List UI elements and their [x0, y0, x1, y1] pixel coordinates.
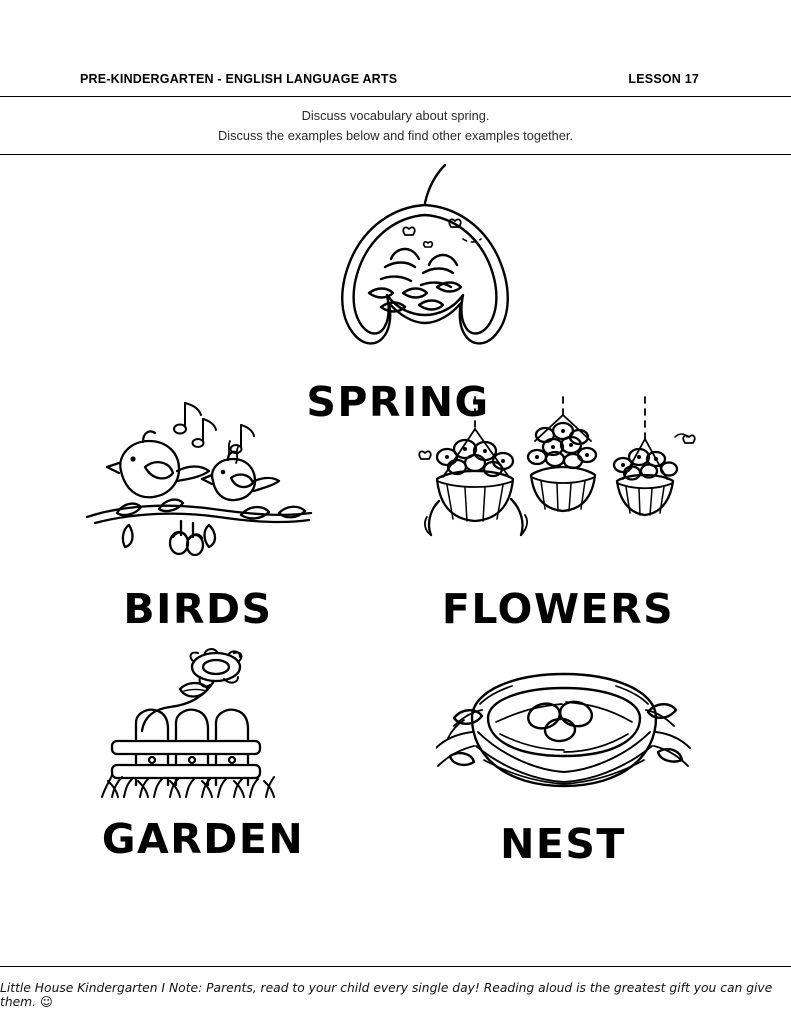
- instruction-line-1: Discuss vocabulary about spring.: [301, 108, 490, 123]
- footer-note: Little House Kindergarten I Note: Parents, read to your child every single day! Reading aloud is the greatest gift you can give them. ☺: [0, 981, 773, 1009]
- vocabulary-word-garden: GARDEN: [101, 814, 305, 863]
- vocabulary-item-nest: [418, 660, 708, 868]
- vocabulary-item-birds: [58, 385, 338, 633]
- three-hanging-flower-baskets-illustration: [413, 395, 703, 585]
- vocabulary-word-spring: SPRING: [306, 377, 490, 426]
- two-singing-birds-on-branch-illustration: [73, 385, 323, 585]
- course-title: PRE-KINDERGARTEN - ENGLISH LANGUAGE ARTS: [80, 72, 398, 86]
- vocabulary-word-flowers: FLOWERS: [441, 584, 675, 633]
- vocabulary-item-flowers: [398, 395, 718, 633]
- instructions-block: [0, 97, 791, 154]
- instruction-line-2: Discuss the examples below and find other examples together.: [218, 127, 573, 143]
- page-header: [0, 72, 791, 86]
- garden-fence-with-sunflower-illustration: [88, 645, 318, 815]
- bird-nest-with-eggs-illustration: [436, 660, 691, 820]
- vocabulary-item-spring: [258, 163, 538, 426]
- vocabulary-grid: [0, 155, 791, 966]
- page-footer: [0, 967, 791, 1023]
- vocabulary-word-birds: BIRDS: [123, 584, 273, 633]
- tulip-flower-illustration: [273, 163, 523, 378]
- vocabulary-word-nest: NEST: [500, 819, 626, 868]
- vocabulary-item-garden: [68, 645, 338, 863]
- lesson-number: LESSON 17: [628, 72, 699, 86]
